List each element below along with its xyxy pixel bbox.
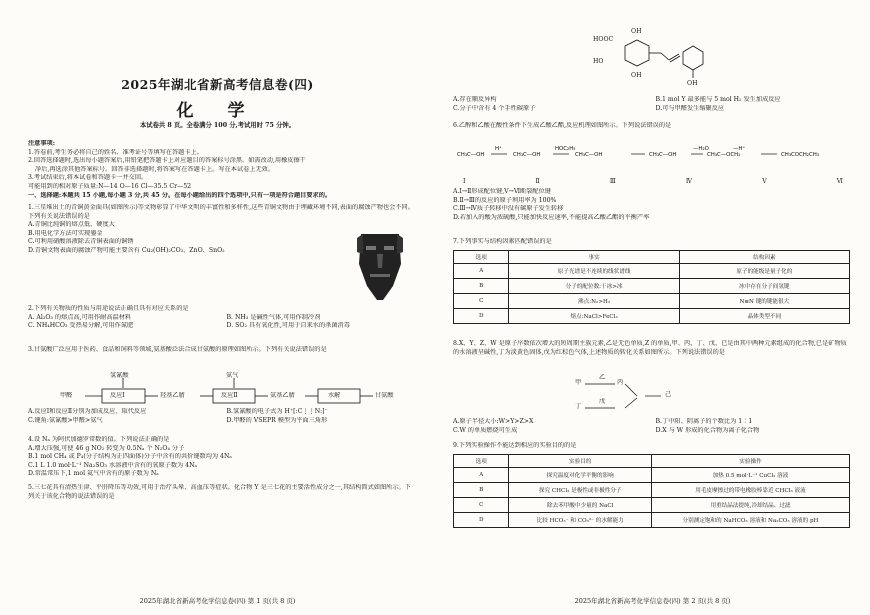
flow-start: 甲醛 [60, 392, 73, 399]
q2-option-a: A. Al₂O₃ 的熔点高,可用作耐高温材料 [28, 313, 132, 321]
notice-line: 净后,再选涂其他答案标号。回答非选择题时,将答案写在答题卡上。写在本试卷上无效。 [35, 165, 275, 173]
q5-stem: 5.三七花具有清热生津、平肝降压等功效,可用于治疗头晕、高血压等症状。化合物 Y 是三七花的主要活性成分之一,其结构简式如图所示。下列关于该化合物的说法错误的是 [28, 484, 411, 500]
svg-text:CH₃C—OCH₂: CH₃C—OCH₂ [707, 152, 741, 158]
flow-reagent-1: 氢氰酸 [110, 372, 129, 379]
q3-flow-diagram [60, 372, 400, 406]
q9-stem: 9.下列实验操作不能达到相应的实验目的的是 [453, 442, 577, 449]
table-cell: 加热 0.5 mol·L⁻¹ CuCl₂ 溶液 [651, 467, 849, 482]
table-header-row [454, 250, 850, 263]
q3-option-a: A.反应Ⅰ和反应Ⅱ分别为加成反应、取代反应 [28, 408, 147, 415]
table-cell: 分别测定饱和的 NaHCO₃ 溶液和 Na₂CO₃ 溶液的 pH [651, 512, 849, 527]
notice-line: 1.答卷前,考生务必将自己的姓名、准考证号等填写在答题卡上。 [28, 148, 203, 156]
table-row [454, 512, 850, 527]
q8-conversion-diagram [575, 374, 695, 414]
species-jia: 甲 [575, 379, 582, 386]
q4-stem: 4.设 Nₐ 为阿伏加德罗常数的值。下列说法正确的是 [28, 436, 170, 443]
question-2 [28, 305, 417, 331]
atomic-masses: 可能用到的相对原子质量:N—14 O—16 Cl—35.5 Cr—52 [28, 182, 192, 190]
flow-end: 甘氨酸 [375, 392, 394, 399]
q5-option-b: B.1 mol Y 最多能与 5 mol H₂ 发生加成反应 [655, 96, 781, 103]
structure-label-oh-1: OH [631, 28, 642, 35]
table-cell: 比较 HCO₃⁻ 和 CO₃²⁻ 的水解能力 [509, 512, 652, 527]
q7-table [453, 250, 850, 324]
question-7 [453, 238, 850, 324]
bronze-mask-image [355, 224, 405, 302]
q4-option-b: B.1 mol CH₄ 或 P₄(分子结构为正四面体)分子中含有的共价键数均为 4Nₐ [28, 453, 232, 461]
table-cell: N≡N 键的键能很大 [679, 293, 849, 308]
table-cell: 探究 CHCl₃ 是极性或非极性分子 [509, 482, 652, 497]
q8-option-c: C.W 的单质燃烧可生成 [453, 426, 518, 434]
structure-label-oh-3: OH [687, 80, 698, 87]
table-cell: 沸点:N₂>H₂ [509, 293, 679, 308]
q8-option-b: B.丁中阳、阴离子的个数比为 1∶1 [655, 418, 753, 425]
q6-stem: 6.乙醇和乙酸在酸性条件下生成乙酸乙酯,反应机理如图所示。下列说法错误的是 [453, 122, 672, 129]
page-two [435, 0, 870, 615]
q6-stage-labels [463, 178, 843, 187]
q6-option-c: C.Ⅲ→Ⅳ质子转移中没有碳原子发生转移 [453, 205, 564, 213]
column-header: 事实 [509, 250, 679, 263]
q5-option-d: D.可与甲醛发生缩聚反应 [655, 104, 725, 112]
exam-title: 2025年湖北省新高考信息卷(四) [121, 77, 314, 92]
q7-stem: 7.下列事实与结构因素匹配错误的是 [453, 238, 552, 245]
q1-option-a: A.青铜比纯铜的熔点低、硬度大 [28, 221, 115, 229]
page-one-footer: 2025年湖北省新高考化学信息卷(四) 第 1 页(共 8 页) [139, 597, 296, 605]
q2-option-b: B. NH₃ 是碱性气体,可用作制冷剂 [226, 313, 321, 321]
table-row [454, 263, 850, 278]
table-cell: D [454, 308, 509, 323]
q2-option-c: C. NH₄HCO₃ 受热易分解,可用作氮肥 [28, 322, 134, 330]
q6-option-a: A.Ⅰ→Ⅱ形成配位键,Ⅴ→Ⅵ断裂配位键 [453, 188, 551, 195]
q3-stem: 3.甘氨酸广泛应用于医药、食品和饲料等领域,氨基酸泛法合成甘氨酸的原理如图所示。下列有关说法错误的是 [28, 346, 327, 353]
flow-mid-1: 羟基乙腈 [160, 392, 185, 399]
question-8 [453, 340, 850, 357]
q5-options [453, 96, 850, 113]
flow-reagent-2: 氨气 [226, 372, 239, 379]
table-cell: B [454, 482, 509, 497]
table-cell: 熔点:NaCl>FeCl₃ [509, 308, 679, 323]
species-yi: 乙 [599, 374, 606, 381]
table-cell: D [454, 512, 509, 527]
structure-label-hooc: HOOC [593, 36, 614, 43]
stage-label-2: Ⅱ [535, 178, 540, 185]
table-cell: C [454, 497, 509, 512]
table-row [454, 467, 850, 482]
svg-text:—H₂O: —H₂O [693, 146, 709, 152]
question-4 [28, 436, 417, 479]
table-cell: A [454, 263, 509, 278]
svg-text:CH₃C—OH: CH₃C—OH [457, 152, 485, 158]
section-one-heading: 一、选择题:本题共 15 小题,每小题 3 分,共 45 分。在每小题给出的四个选项中,只有一项是符合题目要求的。 [28, 191, 332, 199]
question-3 [28, 346, 417, 355]
svg-text:CH₃C—OH: CH₃C—OH [513, 152, 541, 158]
q8-stem: 8.X、Y、Z、W 是原子序数依次增大的短周期主族元素,乙是无色单质,Z 的单质,甲、丙、丁、戊、已是由其中两种元素组成的化合物,已是矿物质的水溶液呈碱性,丁为淡黄色固体,戊为红棕色气体,上述物质的转化关系如图所示。下列说法错误的是 [453, 340, 847, 356]
q4-option-a: A.增大压强,可使 46 g NO₂ 转变为 0.5Nₐ 个 N₂O₄ 分子 [28, 444, 185, 452]
q6-options [453, 188, 850, 222]
q3-option-d: D.甲醛的 VSEPR 模型为平面三角形 [226, 416, 328, 424]
q8-option-d: D.X 与 W 形成的化合物为离子化合物 [655, 426, 760, 434]
table-header-row [454, 454, 850, 467]
table-cell: C [454, 293, 509, 308]
notice-block [28, 140, 417, 200]
q4-option-c: C.1 L 1.0 mol·L⁻¹ Na₂SO₃ 水溶液中含有的氧原子数为 4Nₐ [28, 461, 197, 469]
q5-option-a: A.存在顺反异构 [453, 96, 497, 103]
q1-option-c: C.可利用硝酸溶液除去青铜表面的铜锈 [28, 238, 134, 246]
table-cell: 探究温度对化学平衡的影响 [509, 467, 652, 482]
stage-label-6: Ⅵ [836, 178, 843, 185]
q3-option-b: B.氢氰酸的电子式为 H⁺[:C⋮⋮N:]⁻ [226, 408, 328, 415]
svg-text:CH₃COCH₂CH₃: CH₃COCH₂CH₃ [781, 152, 819, 158]
svg-text:HOC₂H₅: HOC₂H₅ [555, 146, 576, 152]
flow-mid-2: 氨基乙腈 [270, 392, 295, 399]
species-wu: 戊 [599, 398, 606, 405]
svg-text:CH₃C—OH: CH₃C—OH [649, 152, 677, 158]
species-ji: 己 [665, 391, 672, 398]
table-row [454, 482, 850, 497]
notice-line: 3.考试结束后,将本试卷和答题卡一并交回。 [28, 174, 148, 182]
table-row [454, 497, 850, 512]
table-row [454, 293, 850, 308]
svg-text:CH₃C—OH: CH₃C—OH [575, 152, 603, 158]
table-cell: B [454, 278, 509, 293]
q8-option-a: A.原子半径大小:W>Y>Z>X [453, 418, 534, 425]
subject-title: 化 学 [176, 101, 259, 121]
flow-box-2: 反应Ⅱ [221, 392, 238, 399]
table-row [454, 308, 850, 323]
table-cell: 原子的能级是量子化的 [679, 263, 849, 278]
column-header: 选项 [454, 250, 509, 263]
q6-option-d: D.若加入的酸为浓硫酸,只能加快反应速率,不能提高乙酸乙酯的平衡产率 [453, 213, 650, 221]
structure-label-oh-2: OH [631, 72, 642, 79]
q3-options [28, 408, 417, 425]
exam-info: 本试卷共 8 页。全卷满分 100 分,考试用时 75 分钟。 [140, 122, 295, 129]
q2-option-d: D. SO₂ 具有氧化性,可用于自来水的杀菌消毒 [226, 322, 350, 330]
notice-title: 注意事项: [28, 140, 56, 147]
table-cell: 冰中存在分子间氢键 [679, 278, 849, 293]
table-cell: 用重结晶法提纯,冷却结晶、过滤 [651, 497, 849, 512]
structure-label-ho: HO [593, 58, 604, 65]
stage-label-5: Ⅴ [762, 178, 767, 185]
q4-option-d: D.常温常压下,1 mol 氦气中含有的原子数为 Nₐ [28, 470, 159, 478]
column-header: 结构因素 [679, 250, 849, 263]
table-cell: A [454, 467, 509, 482]
question-9 [453, 442, 850, 528]
stage-label-1: Ⅰ [463, 178, 466, 185]
column-header: 实验目的 [509, 454, 652, 467]
notice-line: 2.回答选择题时,选出每小题答案后,用铅笔把答题卡上对应题目的答案标号涂黑。如需改动,用橡皮擦干 [28, 157, 306, 165]
table-cell: 原子光谱是不连续的线状谱线 [509, 263, 679, 278]
q9-table [453, 454, 850, 528]
svg-text:—H⁺: —H⁺ [733, 146, 746, 152]
q1-option-d: D.青铜文物表面的腐蚀产物可能主要含有 Cu₂(OH)₂CO₃、ZnO、SnO₂ [28, 246, 225, 254]
q3-option-c: C.键角:氨氰酸>甲醛>氨气 [28, 416, 103, 424]
q5-option-c: C.分子中含有 4 个手性碳原子 [453, 104, 536, 112]
stage-label-3: Ⅲ [609, 178, 616, 185]
question-6 [453, 122, 850, 131]
column-header: 选项 [454, 454, 509, 467]
q6-mechanism-diagram [455, 134, 850, 178]
species-ding: 丁 [575, 403, 582, 410]
column-header: 实验操作 [651, 454, 849, 467]
table-cell: 晶体类型不同 [679, 308, 849, 323]
q6-option-b: B.Ⅱ→Ⅲ的反应的原子利用率为 100% [453, 196, 557, 204]
species-bing: 丙 [617, 379, 624, 386]
q1-stem: 1.三星堆出土的青铜黄金面具(如图所示)等文物彰显了中华文明的丰富性和多样性,这些青铜文物由于埋藏环境不同,表面的腐蚀产物也会不同。下列有关说法错误的是 [28, 204, 414, 220]
svg-text:H⁺: H⁺ [495, 146, 502, 152]
stage-label-4: Ⅳ [685, 178, 693, 185]
table-row [454, 278, 850, 293]
q8-options [453, 418, 850, 435]
page-two-footer: 2025年湖北省新高考化学信息卷(四) 第 2 页(共 8 页) [574, 597, 731, 605]
flow-box-1: 反应Ⅰ [110, 392, 125, 399]
table-cell: 用毛皮摩擦过的带电橡胶棒靠近 CHCl₃ 液流 [651, 482, 849, 497]
flow-box-3: 水解 [328, 392, 341, 399]
q1-option-b: B.用电化学方法可实现鎏金 [28, 229, 103, 237]
table-cell: 除去苯甲酸中少量的 NaCl [509, 497, 652, 512]
question-5 [28, 484, 417, 501]
table-cell: 分子的配位数:干冰>冰 [509, 278, 679, 293]
q2-stem: 2.下列有关物质的性质与用途说法正确且具有对应关系的是 [28, 305, 189, 312]
